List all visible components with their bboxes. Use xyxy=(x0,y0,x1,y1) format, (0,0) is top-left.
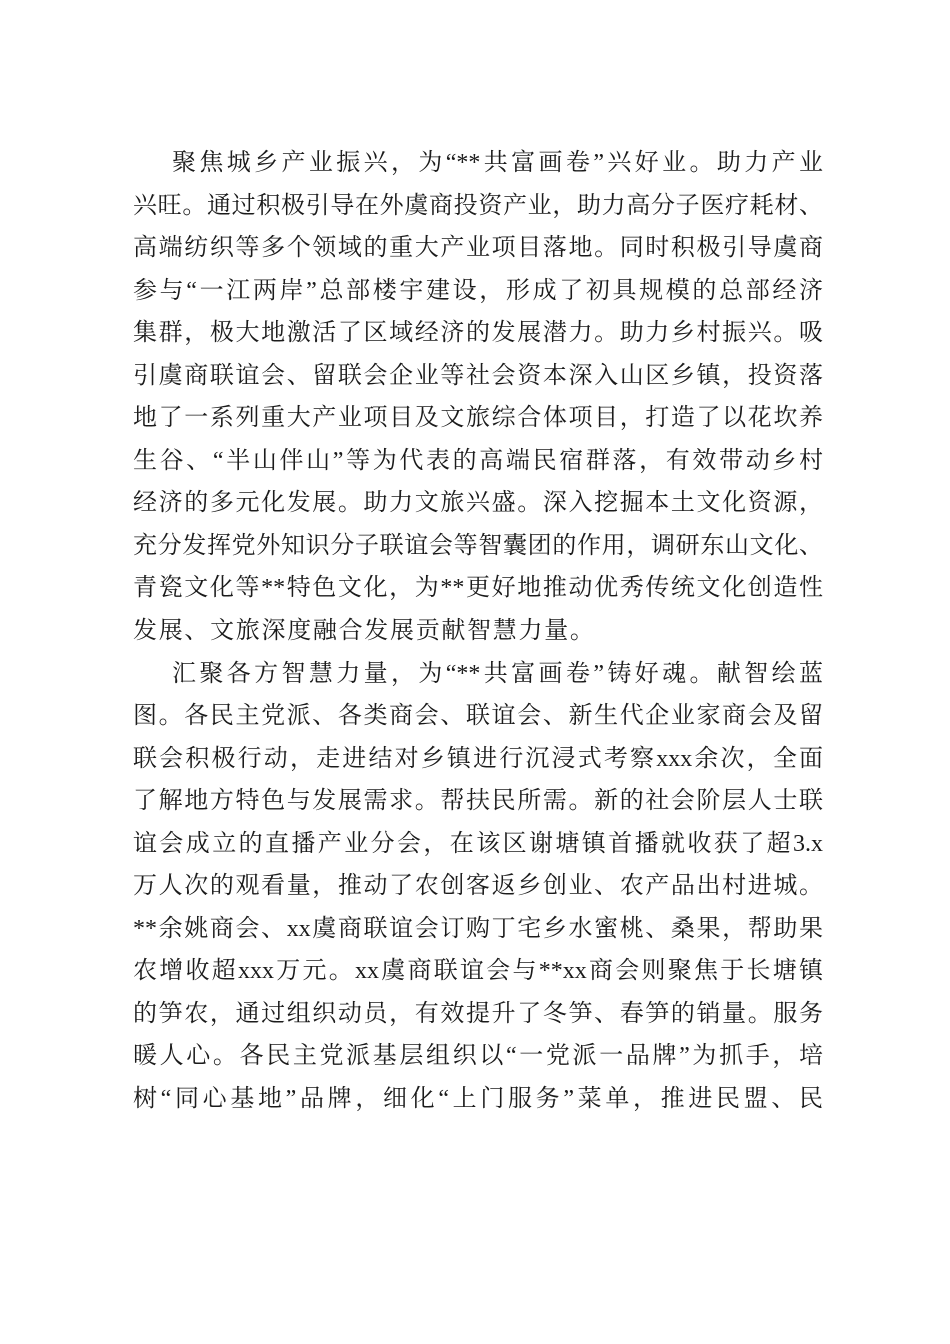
text-line: 参与“一江两岸”总部楼宇建设，形成了初具规模的总部经济 xyxy=(133,277,823,304)
text-line: 青瓷文化等**特色文化，为**更好地推动优秀传统文化创造性 xyxy=(133,575,823,602)
text-line: 兴旺。通过积极引导在外虞商投资产业，助力高分子医疗耗材、 xyxy=(133,192,823,219)
text-line: 汇聚各方智慧力量，为“**共富画卷”铸好魂。献智绘蓝 xyxy=(172,660,823,687)
text-line: 充分发挥党外知识分子联谊会等智囊团的作用，调研东山文化、 xyxy=(133,532,823,559)
document-body xyxy=(133,142,823,1121)
text-line: 聚焦城乡产业振兴，为“**共富画卷”兴好业。助力产业 xyxy=(172,150,823,176)
text-line: 谊会成立的直播产业分会，在该区谢塘镇首播就收获了超3.x xyxy=(133,830,823,857)
text-line: 经济的多元化发展。助力文旅兴盛。深入挖掘本土文化资源， xyxy=(133,490,823,517)
text-line: 联会积极行动，走进结对乡镇进行沉浸式考察xxx余次，全面 xyxy=(133,745,823,772)
text-line: 万人次的观看量，推动了农创客返乡创业、农产品出村进城。 xyxy=(133,873,823,900)
text-line: 集群，极大地激活了区域经济的发展潜力。助力乡村振兴。吸 xyxy=(133,320,823,347)
text-line: 的笋农，通过组织动员，有效提升了冬笋、春笋的销量。服务 xyxy=(133,1000,823,1027)
text-line: 树“同心基地”品牌，细化“上门服务”菜单，推进民盟、民 xyxy=(133,1086,823,1113)
text-line: 图。各民主党派、各类商会、联谊会、新生代企业家商会及留 xyxy=(133,703,823,730)
text-line: 暖人心。各民主党派基层组织以“一党派一品牌”为抓手，培 xyxy=(133,1043,823,1070)
paragraph xyxy=(133,653,823,1121)
text-line: 地了一系列重大产业项目及文旅综合体项目，打造了以花坎养 xyxy=(133,405,823,432)
text-line: **余姚商会、xx虞商联谊会订购丁宅乡水蜜桃、桑果，帮助果 xyxy=(133,915,823,942)
text-line: 高端纺织等多个领域的重大产业项目落地。同时积极引导虞商 xyxy=(133,235,823,262)
text-line: 了解地方特色与发展需求。帮扶民所需。新的社会阶层人士联 xyxy=(133,788,823,815)
text-line: 生谷、“半山伴山”等为代表的高端民宿群落，有效带动乡村 xyxy=(133,447,823,474)
text-line: 农增收超xxx万元。xx虞商联谊会与**xx商会则聚焦于长塘镇 xyxy=(133,958,823,985)
text-line: 发展、文旅深度融合发展贡献智慧力量。 xyxy=(133,618,596,645)
paragraph xyxy=(133,142,823,653)
text-line: 引虞商联谊会、留联会企业等社会资本深入山区乡镇，投资落 xyxy=(133,362,823,389)
